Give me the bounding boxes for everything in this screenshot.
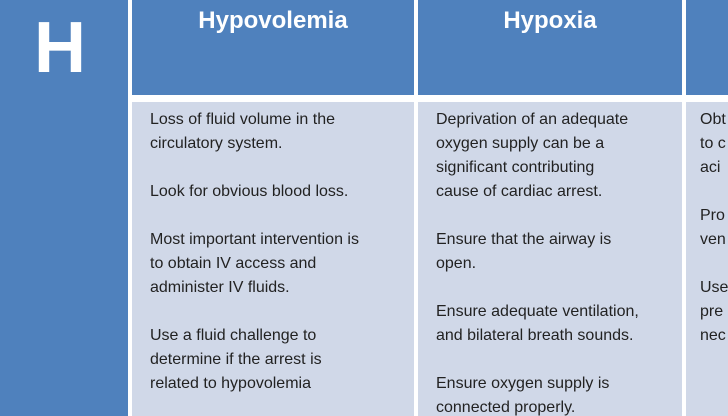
letter-h: H bbox=[34, 8, 86, 88]
text-line: determine if the arrest is bbox=[150, 351, 322, 368]
letter-column bbox=[0, 0, 128, 416]
text-line: Use bbox=[700, 279, 728, 296]
text-line: Ensure oxygen supply is bbox=[436, 375, 610, 392]
header-hypoxia bbox=[418, 0, 682, 95]
text-line: ven bbox=[700, 231, 726, 248]
text-line: to c bbox=[700, 135, 726, 152]
cell-text-third bbox=[700, 108, 728, 372]
paragraph bbox=[700, 108, 726, 180]
text-line: and bilateral breath sounds. bbox=[436, 327, 634, 344]
paragraph bbox=[150, 324, 408, 396]
body-hypovolemia bbox=[132, 102, 414, 416]
cell-text-hypovolemia bbox=[150, 108, 408, 416]
text-line: Look for obvious blood loss. bbox=[150, 183, 349, 200]
text-line: Most important intervention is bbox=[150, 231, 359, 248]
paragraph bbox=[436, 108, 676, 204]
paragraph bbox=[436, 228, 676, 276]
column-title-hypovolemia: Hypovolemia bbox=[198, 7, 348, 34]
text-line: cause of cardiac arrest. bbox=[436, 183, 603, 200]
paragraph bbox=[150, 228, 408, 300]
text-line: Ensure that the airway is bbox=[436, 231, 612, 248]
text-line: related to hypovolemia bbox=[150, 375, 311, 392]
text-line: oxygen supply can be a bbox=[436, 135, 605, 152]
text-line: pre bbox=[700, 303, 724, 320]
text-line: significant contributing bbox=[436, 159, 595, 176]
paragraph bbox=[700, 204, 726, 252]
text-line: Loss of fluid volume in the bbox=[150, 111, 335, 128]
paragraph bbox=[436, 300, 676, 348]
paragraph bbox=[436, 372, 676, 416]
text-line: connected properly. bbox=[436, 399, 576, 416]
column-title-hypoxia: Hypoxia bbox=[503, 7, 597, 34]
text-line: administer IV fluids. bbox=[150, 279, 290, 296]
text-line: Pro bbox=[700, 207, 725, 224]
header-third-column bbox=[686, 0, 728, 95]
text-line: open. bbox=[436, 255, 477, 272]
text-line: nec bbox=[700, 327, 726, 344]
text-line: aci bbox=[700, 159, 721, 176]
paragraph bbox=[700, 276, 728, 348]
body-third-column bbox=[686, 102, 728, 416]
cell-text-hypoxia bbox=[436, 108, 676, 416]
paragraph bbox=[150, 108, 408, 156]
text-line: Ensure adequate ventilation, bbox=[436, 303, 639, 320]
text-line: Deprivation of an adequate bbox=[436, 111, 629, 128]
body-hypoxia bbox=[418, 102, 682, 416]
text-line: Use a fluid challenge to bbox=[150, 327, 317, 344]
header-hypovolemia bbox=[132, 0, 414, 95]
text-line: circulatory system. bbox=[150, 135, 283, 152]
paragraph bbox=[150, 180, 408, 204]
text-line: to obtain IV access and bbox=[150, 255, 317, 272]
text-line: Obt bbox=[700, 111, 726, 128]
